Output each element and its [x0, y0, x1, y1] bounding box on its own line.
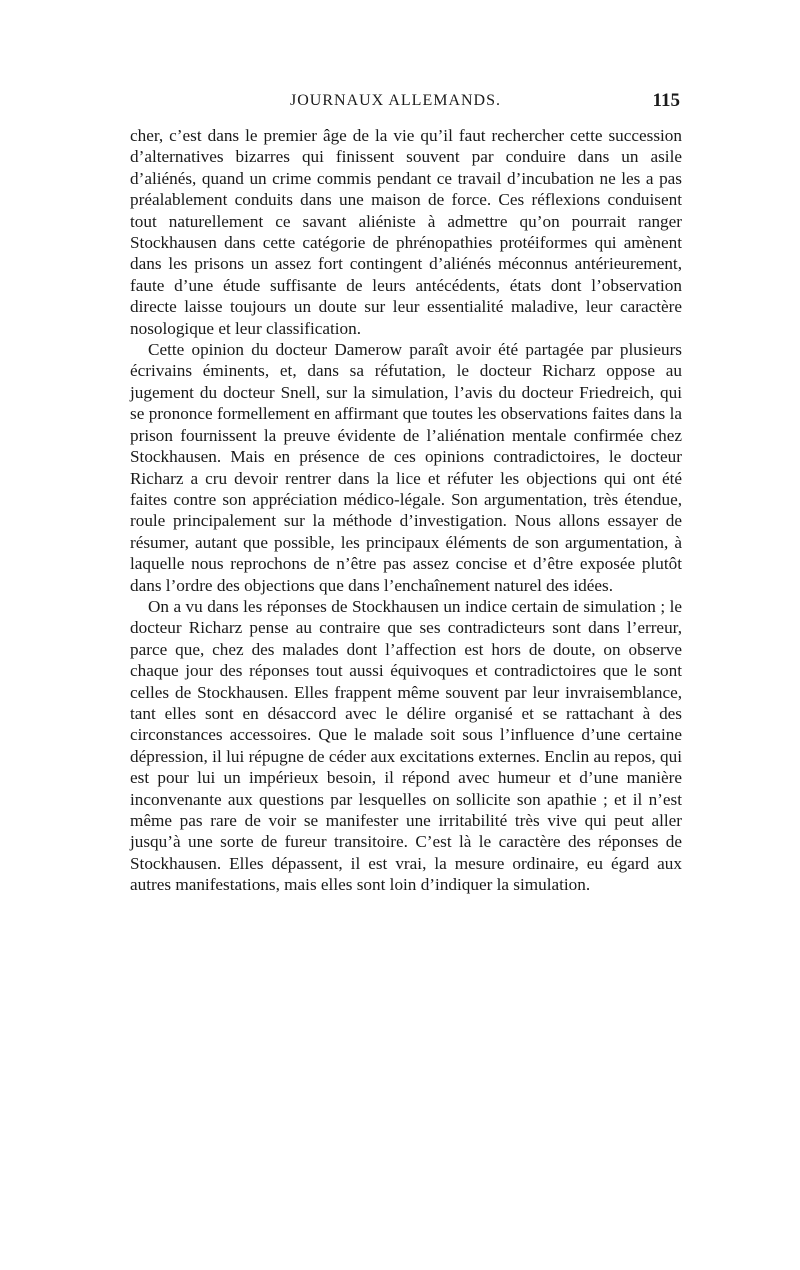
paragraph-2: Cette opinion du docteur Damerow paraît avoir été partagée par plusieurs écrivains éminents, et, dans sa réfutation, le docteur Richarz oppose au jugement du docteur Snell, sur la simulation, l’avis du docteur Friedreich, qui se prononce formellement en affirmant que toutes les observations faites dans la prison fournissent la preuve évidente de l’aliénation mentale confirmée chez Stockhausen. Mais en présence de ces opinions contradictoires, le docteur Richarz a cru devoir rentrer dans la lice et réfuter les objections qui ont été faites contre son appréciation médico-légale. Son argumentation, très étendue, roule principalement sur la méthode d’investigation. Nous allons essayer de résumer, autant que possible, les principaux éléments de son argumentation, à laquelle nous reprochons de n’être pas assez concise et d’être exposée plutôt dans l’ordre des objections que dans l’enchaînement naturel des idées.: [130, 340, 682, 595]
body-text: [130, 125, 682, 896]
page-number: 115: [652, 90, 680, 111]
paragraph-1: cher, c’est dans le premier âge de la vie qu’il faut rechercher cette succession d’alternatives bizarres qui finissent souvent par conduire dans un asile d’aliénés, quand un crime commis pendant ce travail d’incubation ne les a pas préalablement conduits dans une maison de force. Ces réflexions conduisent tout naturellement ce savant aliéniste à admettre qu’on pourrait ranger Stockhausen dans cette catégorie de phrénopathies protéiformes qui amènent dans les prisons un assez fort contingent d’aliénés méconnus antérieurement, faute d’une étude suffisante de leurs antécédents, états dont l’observation directe laisse toujours un doute sur leur essentialité maladive, leur caractère nosologique et leur classification.: [130, 126, 682, 338]
running-head: [130, 92, 680, 118]
running-title: JOURNAUX ALLEMANDS.: [290, 92, 502, 109]
paragraph-3: On a vu dans les réponses de Stockhausen un indice certain de simulation ; le docteur Richarz pense au contraire que ses contradicteurs sont dans l’erreur, parce que, chez des malades dont l’affection est hors de doute, on observe chaque jour des réponses tout aussi équivoques et contradictoires que le sont celles de Stockhausen. Elles frappent même souvent par leur invraisemblance, tant elles sont en désaccord avec le délire organisé et se rattachant à des circonstances accessoires. Que le malade soit sous l’influence d’une certaine dépression, il lui répugne de céder aux excitations externes. Enclin au repos, qui est pour lui un impérieux besoin, il répond avec humeur et d’une manière inconvenante aux questions par lesquelles on sollicite son apathie ; et il n’est même pas rare de voir se manifester une irritabilité très vive qui peut aller jusqu’à une sorte de fureur transitoire. C’est là le caractère des réponses de Stockhausen. Elles dépassent, il est vrai, la mesure ordinaire, eu égard aux autres manifestations, mais elles sont loin d’indiquer la simulation.: [130, 596, 682, 895]
